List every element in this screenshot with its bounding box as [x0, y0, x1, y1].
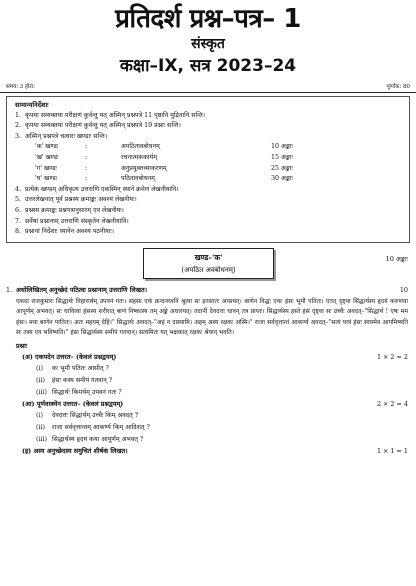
- section-title-box: [143, 248, 274, 279]
- question-text: अधोलिखितम् अनुच्छेदं पठित्वा प्रश्नानाम् उत्तराणि लिखत।: [16, 285, 148, 294]
- instruction-item: 1. कृपया सम्यक्तया परीक्षणं कुर्वन्तु यत् अस्मिन् प्रश्नपत्रे 11 पृष्ठानि मुद्रितानि सन्ति।: [15, 111, 206, 119]
- questions-label: प्रश्नाः: [16, 341, 28, 350]
- sections-table: [35, 142, 401, 184]
- question-part: (अ) एकपदेन उत्तरत– (केवलं प्रश्नद्वयम्) 1 × 2 = 2: [22, 352, 408, 361]
- unseen-passage: एकदा राजकुमारः सिद्धार्थः विहारार्थम् उपवनं गतः। सहसा एकं क्रन्दनध्वनिं श्रुत्वा सः इतस्ततः अपश्यत्। बाणेन विद्धः एकः हंसः भूमौ पतितः। एतत् दृष्ट्वा सिद्धार्थस्य हृदयं करुणया आपूर्णम् अभवत्। सः धावित्वा हंसस्य शरीरात् बाणं निष्कास्य तम् अङ्के अधारयत्। तदानीं देवदत्तः धावन् तत्र प्राप्तः। सिद्धार्थस्य हस्ते हंसं दृष्ट्वा सः उच्चैः अवदत्–"सिद्धार्थ ! एषः मम हंसः। मया बाणेन पातितः। अतः महयम् देहि।" सिद्धार्थः अवदत्–"अहं न दास्यामि। अहम् अस्य रक्षकः अस्मि।" राजा सर्ववृत्तान्तं आकर्ण्य अवदत्–"सत्यं पात्रं हंसः स्वयमेव आगमिष्यति सः तस्य एव भविष्यति।" हंसः सिद्धार्थस्य समीपं गतवान्। सत्यमितः यत् भक्षकात् रक्षकः श्रेयान् भवति।: [16, 297, 408, 337]
- instruction-item: 4. प्रत्येकं खण्डम् अधिकृत्य उत्तराणि एकस्मिन् स्थाने क्रमेण लेखनीयानि।: [15, 185, 179, 193]
- instruction-item: 3. अस्मिन् प्रश्नपत्रे चत्वारः खण्डाः सन्ति।: [15, 132, 108, 140]
- header-divider: [0, 92, 416, 93]
- max-marks: पूर्णांक: 80: [386, 84, 410, 90]
- instruction-item: 6. प्रश्नस्य क्रमाङ्कः प्रश्नपत्रानुसारम् एव लेखनीयः।: [15, 206, 124, 214]
- meta-row: [0, 83, 416, 91]
- time-allowed: समय: 3 होरा:: [6, 84, 35, 90]
- instruction-item: 2. कृपया सम्यक्तया परीक्षणं कुर्वन्तु यत् अस्मिन् प्रश्नपत्रे 19 प्रश्नाः सन्ति।: [15, 122, 181, 130]
- question-part: (आ) पूर्णवाक्येन उत्तरत– (केवलं प्रश्नद्वयम्) 2 × 2 = 4: [22, 399, 408, 408]
- section-row: 'ग' खण्डः : अनुप्रयुक्तव्याकरणम् 25 अङ्काः: [35, 164, 293, 172]
- section-title: खण्ड–'क': [194, 252, 223, 262]
- paper-header: [0, 4, 416, 77]
- sub-question: (i) कः भूमौ पतितः आसीत् ?: [36, 364, 109, 372]
- instruction-item: 7. सर्वेषां प्रश्नानाम् उत्तराणि संस्कृतेन लेखनीयानि।: [15, 217, 129, 225]
- sub-question: (ii) हंसः कस्य समीपं गतवान् ?: [36, 376, 113, 384]
- instructions-heading: सामान्यनिर्देशाः: [15, 101, 49, 109]
- question-number: 1.: [6, 285, 13, 294]
- section-row: 'घ' खण्डः : पठितावबोधनम् 30 अङ्काः: [35, 175, 293, 183]
- section-row: 'क' खण्डः : अपठितावबोधनम् 10 अङ्काः: [35, 143, 293, 151]
- question-1-header: [0, 286, 416, 295]
- section-subtitle: (अपठित अवबोधनम्): [181, 265, 236, 274]
- sub-question: (iii) सिद्धार्थः किमर्थम् उपवनं गतः ?: [36, 388, 122, 396]
- instruction-item: 8. प्रश्नानां निर्देशाः ध्यानेन अवश्यं पठनीयाः।: [15, 228, 115, 236]
- sub-question: (i) देवदत्तः सिद्धार्थम् उच्चैः किम् अवदत् ?: [36, 411, 139, 419]
- general-instructions-box: [6, 96, 410, 243]
- question-marks: 10: [399, 285, 408, 294]
- instruction-item: 5. उत्तरलेखनात् पूर्वं प्रश्नस्य क्रमाङ्कः अवश्यं लेखनीयः।: [15, 196, 137, 204]
- sub-question: (ii) राजा सर्ववृत्तान्तम् आकर्ण्य किम् आदिशत् ?: [36, 423, 150, 431]
- question-part: (इ) अस्य अनुच्छेदस्य समुचितं शीर्षकं लिखत। 1 × 1 = 1: [22, 446, 408, 455]
- class-session: कक्षा–IX, सत्र 2023–24: [119, 56, 297, 76]
- paper-title: प्रतिदर्श प्रश्न–पत्र– 1: [115, 4, 301, 34]
- section-ka-header: [0, 248, 416, 282]
- section-marks: 10 अङ्काः: [385, 254, 408, 263]
- sub-question: (iii) सिद्धार्थस्य हृदयं कया आपूर्णम् अभवत् ?: [36, 435, 144, 443]
- subject-title: संस्कृत: [191, 36, 225, 52]
- section-row: 'ख' खण्डः : रचनात्मककार्यम् 15 अङ्काः: [35, 153, 293, 161]
